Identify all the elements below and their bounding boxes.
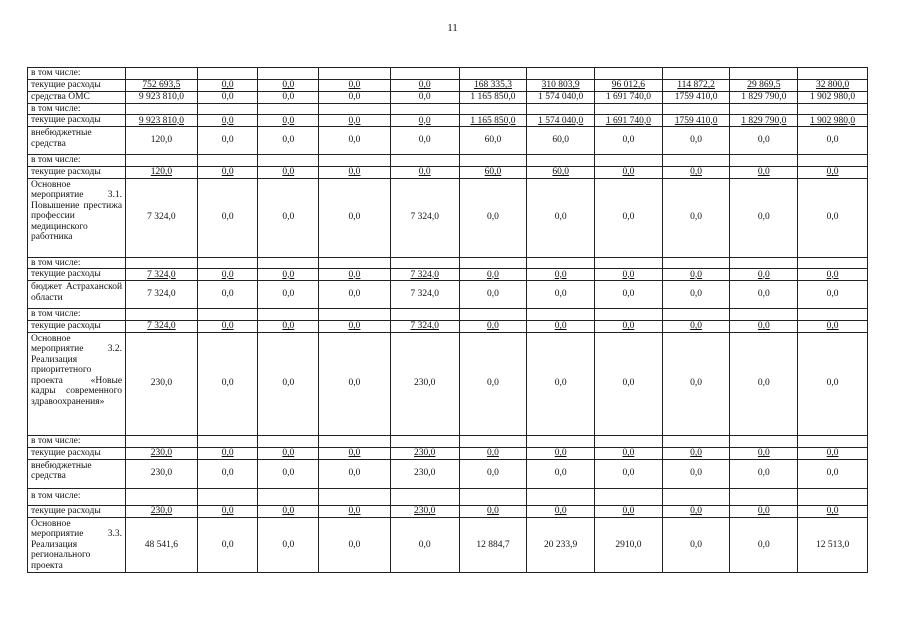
row-label: внебюджетные средства xyxy=(28,459,126,488)
value-cell: 0,0 xyxy=(798,269,868,281)
row-label: в том числе: xyxy=(28,435,126,447)
value-cell: 0,0 xyxy=(258,269,319,281)
value-cell xyxy=(527,435,595,447)
row-label: средства ОМС xyxy=(28,91,126,103)
value-cell: 0,0 xyxy=(798,459,868,488)
value-cell: 0,0 xyxy=(319,91,391,103)
value-cell: 7 324,0 xyxy=(390,320,459,332)
value-cell: 7 324,0 xyxy=(390,269,459,281)
value-cell: 0,0 xyxy=(319,269,391,281)
value-cell: 0,0 xyxy=(730,447,798,459)
value-cell: 60,0 xyxy=(459,166,527,178)
value-cell xyxy=(390,488,459,505)
value-cell: 0,0 xyxy=(662,269,730,281)
budget-table-body xyxy=(28,68,868,573)
value-cell xyxy=(126,155,198,167)
budget-table xyxy=(27,67,868,573)
value-cell: 1 165 850,0 xyxy=(459,91,527,103)
value-cell: 0,0 xyxy=(258,115,319,127)
value-cell: 0,0 xyxy=(258,447,319,459)
value-cell xyxy=(197,488,258,505)
value-cell xyxy=(798,488,868,505)
value-cell: 0,0 xyxy=(798,178,868,257)
value-cell xyxy=(798,68,868,80)
value-cell xyxy=(126,488,198,505)
value-cell: 0,0 xyxy=(798,332,868,435)
value-cell xyxy=(258,435,319,447)
value-cell: 0,0 xyxy=(390,91,459,103)
value-cell: 0,0 xyxy=(459,269,527,281)
value-cell xyxy=(662,309,730,321)
value-cell: 0,0 xyxy=(319,281,391,309)
value-cell xyxy=(197,435,258,447)
value-cell: 0,0 xyxy=(595,178,663,257)
value-cell: 0,0 xyxy=(197,332,258,435)
value-cell: 0,0 xyxy=(258,79,319,91)
value-cell: 0,0 xyxy=(595,447,663,459)
value-cell: 0,0 xyxy=(319,320,391,332)
value-cell: 230,0 xyxy=(126,505,198,517)
value-cell: 0,0 xyxy=(730,178,798,257)
value-cell xyxy=(662,68,730,80)
row-label: текущие расходы xyxy=(28,320,126,332)
row-label: внебюджетные средства xyxy=(28,127,126,155)
value-cell: 1 902 980,0 xyxy=(798,115,868,127)
value-cell xyxy=(319,103,391,115)
value-cell xyxy=(197,309,258,321)
table-row xyxy=(28,281,868,309)
table-row xyxy=(28,115,868,127)
value-cell xyxy=(527,155,595,167)
value-cell: 0,0 xyxy=(662,127,730,155)
value-cell: 1 165 850,0 xyxy=(459,115,527,127)
value-cell xyxy=(197,257,258,269)
value-cell: 0,0 xyxy=(319,166,391,178)
value-cell: 0,0 xyxy=(197,127,258,155)
row-label: Основное мероприятие 3.3. Реализация регионального проекта xyxy=(28,517,126,573)
value-cell: 230,0 xyxy=(126,447,198,459)
value-cell: 9 923 810,0 xyxy=(126,91,198,103)
value-cell xyxy=(319,309,391,321)
value-cell: 0,0 xyxy=(730,320,798,332)
value-cell: 0,0 xyxy=(730,332,798,435)
value-cell: 0,0 xyxy=(595,332,663,435)
value-cell: 0,0 xyxy=(730,269,798,281)
value-cell: 230,0 xyxy=(390,459,459,488)
value-cell xyxy=(459,309,527,321)
value-cell: 230,0 xyxy=(390,332,459,435)
value-cell xyxy=(730,257,798,269)
value-cell: 0,0 xyxy=(798,127,868,155)
value-cell: 310 803,9 xyxy=(527,79,595,91)
row-label: текущие расходы xyxy=(28,115,126,127)
value-cell xyxy=(798,309,868,321)
value-cell: 0,0 xyxy=(390,79,459,91)
value-cell xyxy=(258,488,319,505)
value-cell: 60,0 xyxy=(459,127,527,155)
value-cell: 0,0 xyxy=(459,320,527,332)
value-cell: 0,0 xyxy=(527,269,595,281)
value-cell: 0,0 xyxy=(197,115,258,127)
table-row xyxy=(28,332,868,435)
value-cell: 0,0 xyxy=(459,505,527,517)
value-cell xyxy=(798,257,868,269)
value-cell: 0,0 xyxy=(527,505,595,517)
row-label: в том числе: xyxy=(28,68,126,80)
value-cell xyxy=(662,435,730,447)
value-cell: 0,0 xyxy=(319,447,391,459)
row-label: текущие расходы xyxy=(28,505,126,517)
value-cell xyxy=(126,103,198,115)
value-cell: 0,0 xyxy=(595,320,663,332)
value-cell: 0,0 xyxy=(595,281,663,309)
table-row xyxy=(28,91,868,103)
value-cell: 0,0 xyxy=(319,517,391,573)
value-cell xyxy=(319,488,391,505)
value-cell xyxy=(662,103,730,115)
value-cell: 0,0 xyxy=(662,459,730,488)
table-row xyxy=(28,79,868,91)
value-cell: 168 335,3 xyxy=(459,79,527,91)
value-cell: 0,0 xyxy=(197,91,258,103)
value-cell: 0,0 xyxy=(595,269,663,281)
value-cell xyxy=(459,155,527,167)
value-cell xyxy=(459,103,527,115)
row-label: бюджет Астраханской области xyxy=(28,281,126,309)
value-cell: 0,0 xyxy=(390,115,459,127)
value-cell: 0,0 xyxy=(595,459,663,488)
value-cell: 0,0 xyxy=(258,320,319,332)
value-cell xyxy=(258,103,319,115)
value-cell: 0,0 xyxy=(390,127,459,155)
value-cell xyxy=(595,155,663,167)
value-cell: 1 691 740,0 xyxy=(595,91,663,103)
value-cell: 1 902 980,0 xyxy=(798,91,868,103)
value-cell: 0,0 xyxy=(662,178,730,257)
value-cell: 0,0 xyxy=(730,505,798,517)
table-row xyxy=(28,127,868,155)
value-cell: 1 574 040,0 xyxy=(527,115,595,127)
value-cell xyxy=(319,68,391,80)
value-cell xyxy=(730,155,798,167)
value-cell: 0,0 xyxy=(319,459,391,488)
table-row xyxy=(28,155,868,167)
value-cell xyxy=(595,488,663,505)
value-cell xyxy=(126,435,198,447)
value-cell xyxy=(730,103,798,115)
value-cell: 0,0 xyxy=(459,281,527,309)
value-cell: 7 324,0 xyxy=(126,269,198,281)
value-cell xyxy=(319,435,391,447)
value-cell xyxy=(730,309,798,321)
value-cell: 0,0 xyxy=(527,459,595,488)
value-cell: 230,0 xyxy=(126,332,198,435)
value-cell: 0,0 xyxy=(527,320,595,332)
row-label: в том числе: xyxy=(28,155,126,167)
value-cell xyxy=(390,68,459,80)
value-cell xyxy=(390,257,459,269)
value-cell: 1 574 040,0 xyxy=(527,91,595,103)
value-cell: 12 513,0 xyxy=(798,517,868,573)
value-cell: 0,0 xyxy=(662,517,730,573)
table-row xyxy=(28,517,868,573)
row-label: в том числе: xyxy=(28,103,126,115)
value-cell xyxy=(459,68,527,80)
value-cell: 0,0 xyxy=(595,127,663,155)
value-cell: 96 012,6 xyxy=(595,79,663,91)
value-cell: 0,0 xyxy=(662,166,730,178)
value-cell xyxy=(258,257,319,269)
value-cell: 0,0 xyxy=(730,281,798,309)
value-cell: 0,0 xyxy=(730,166,798,178)
value-cell: 0,0 xyxy=(197,269,258,281)
value-cell: 0,0 xyxy=(319,127,391,155)
value-cell xyxy=(319,257,391,269)
value-cell: 9 923 810,0 xyxy=(126,115,198,127)
value-cell xyxy=(662,155,730,167)
value-cell: 0,0 xyxy=(459,447,527,459)
value-cell: 1759 410,0 xyxy=(662,115,730,127)
value-cell: 0,0 xyxy=(197,320,258,332)
value-cell: 0,0 xyxy=(197,517,258,573)
value-cell: 230,0 xyxy=(390,505,459,517)
value-cell: 0,0 xyxy=(197,281,258,309)
value-cell xyxy=(730,435,798,447)
value-cell: 0,0 xyxy=(197,505,258,517)
value-cell xyxy=(126,257,198,269)
table-row xyxy=(28,435,868,447)
row-label: Основное мероприятие 3.1. Повышение престижа профессии медицинского работника xyxy=(28,178,126,257)
value-cell: 752 693,5 xyxy=(126,79,198,91)
value-cell: 0,0 xyxy=(730,517,798,573)
value-cell: 0,0 xyxy=(798,166,868,178)
value-cell: 0,0 xyxy=(258,127,319,155)
value-cell xyxy=(459,257,527,269)
value-cell: 0,0 xyxy=(662,281,730,309)
value-cell xyxy=(798,435,868,447)
value-cell xyxy=(197,103,258,115)
value-cell: 0,0 xyxy=(527,178,595,257)
value-cell: 0,0 xyxy=(319,79,391,91)
value-cell xyxy=(527,257,595,269)
value-cell xyxy=(798,103,868,115)
value-cell: 0,0 xyxy=(798,281,868,309)
value-cell: 0,0 xyxy=(319,178,391,257)
table-row xyxy=(28,178,868,257)
value-cell xyxy=(258,309,319,321)
value-cell: 60,0 xyxy=(527,127,595,155)
value-cell xyxy=(730,68,798,80)
value-cell: 0,0 xyxy=(459,178,527,257)
row-label: в том числе: xyxy=(28,488,126,505)
value-cell: 230,0 xyxy=(390,447,459,459)
value-cell: 1 829 790,0 xyxy=(730,91,798,103)
value-cell: 0,0 xyxy=(595,505,663,517)
value-cell: 0,0 xyxy=(197,459,258,488)
value-cell: 0,0 xyxy=(197,166,258,178)
value-cell xyxy=(527,309,595,321)
value-cell: 0,0 xyxy=(459,332,527,435)
value-cell: 0,0 xyxy=(662,320,730,332)
value-cell: 0,0 xyxy=(595,166,663,178)
value-cell xyxy=(595,68,663,80)
value-cell: 1759 410,0 xyxy=(662,91,730,103)
value-cell xyxy=(595,103,663,115)
value-cell: 0,0 xyxy=(459,459,527,488)
value-cell: 0,0 xyxy=(258,517,319,573)
value-cell: 0,0 xyxy=(730,127,798,155)
value-cell: 0,0 xyxy=(197,178,258,257)
value-cell xyxy=(197,68,258,80)
value-cell: 0,0 xyxy=(390,166,459,178)
table-row xyxy=(28,505,868,517)
value-cell: 29 869,5 xyxy=(730,79,798,91)
value-cell: 0,0 xyxy=(798,447,868,459)
value-cell: 0,0 xyxy=(390,517,459,573)
value-cell: 0,0 xyxy=(258,459,319,488)
row-label: текущие расходы xyxy=(28,269,126,281)
value-cell xyxy=(319,155,391,167)
value-cell: 0,0 xyxy=(662,505,730,517)
value-cell xyxy=(126,68,198,80)
value-cell xyxy=(595,435,663,447)
value-cell: 0,0 xyxy=(798,505,868,517)
value-cell: 0,0 xyxy=(197,447,258,459)
value-cell: 20 233,9 xyxy=(527,517,595,573)
value-cell: 12 884,7 xyxy=(459,517,527,573)
table-row xyxy=(28,488,868,505)
table-row xyxy=(28,269,868,281)
table-row xyxy=(28,447,868,459)
value-cell xyxy=(527,68,595,80)
value-cell xyxy=(459,435,527,447)
value-cell: 7 324,0 xyxy=(126,320,198,332)
row-label: Основное мероприятие 3.2. Реализация приоритетного проекта «Новые кадры современного здравоохранения» xyxy=(28,332,126,435)
value-cell: 1 691 740,0 xyxy=(595,115,663,127)
value-cell: 120,0 xyxy=(126,127,198,155)
value-cell xyxy=(595,309,663,321)
value-cell: 0,0 xyxy=(662,447,730,459)
value-cell xyxy=(390,435,459,447)
value-cell xyxy=(527,488,595,505)
row-label: текущие расходы xyxy=(28,447,126,459)
value-cell xyxy=(258,155,319,167)
value-cell xyxy=(662,257,730,269)
value-cell: 0,0 xyxy=(258,505,319,517)
value-cell: 0,0 xyxy=(527,281,595,309)
table-row xyxy=(28,257,868,269)
value-cell xyxy=(459,488,527,505)
page-number: 11 xyxy=(447,22,458,34)
row-label: в том числе: xyxy=(28,309,126,321)
table-row xyxy=(28,166,868,178)
value-cell: 114 872,2 xyxy=(662,79,730,91)
value-cell xyxy=(730,488,798,505)
value-cell: 120,0 xyxy=(126,166,198,178)
table-row xyxy=(28,459,868,488)
value-cell xyxy=(258,68,319,80)
value-cell: 0,0 xyxy=(319,505,391,517)
value-cell xyxy=(662,488,730,505)
value-cell: 7 324,0 xyxy=(390,281,459,309)
value-cell xyxy=(595,257,663,269)
value-cell: 48 541,6 xyxy=(126,517,198,573)
value-cell: 1 829 790,0 xyxy=(730,115,798,127)
value-cell: 0,0 xyxy=(258,332,319,435)
row-label: текущие расходы xyxy=(28,79,126,91)
value-cell: 32 800,0 xyxy=(798,79,868,91)
value-cell xyxy=(798,155,868,167)
table-row xyxy=(28,103,868,115)
value-cell xyxy=(527,103,595,115)
value-cell: 7 324,0 xyxy=(126,281,198,309)
value-cell: 0,0 xyxy=(258,178,319,257)
value-cell: 0,0 xyxy=(258,91,319,103)
value-cell xyxy=(126,309,198,321)
value-cell: 7 324,0 xyxy=(126,178,198,257)
table-row xyxy=(28,309,868,321)
value-cell: 0,0 xyxy=(730,459,798,488)
value-cell xyxy=(390,155,459,167)
row-label: в том числе: xyxy=(28,257,126,269)
value-cell: 0,0 xyxy=(197,79,258,91)
row-label: текущие расходы xyxy=(28,166,126,178)
value-cell: 0,0 xyxy=(527,332,595,435)
value-cell: 0,0 xyxy=(258,166,319,178)
table-row xyxy=(28,68,868,80)
value-cell: 0,0 xyxy=(527,447,595,459)
value-cell: 0,0 xyxy=(662,332,730,435)
value-cell xyxy=(390,309,459,321)
value-cell: 0,0 xyxy=(319,115,391,127)
value-cell xyxy=(197,155,258,167)
value-cell: 7 324,0 xyxy=(390,178,459,257)
value-cell xyxy=(390,103,459,115)
value-cell: 0,0 xyxy=(258,281,319,309)
value-cell: 230,0 xyxy=(126,459,198,488)
value-cell: 0,0 xyxy=(319,332,391,435)
value-cell: 2910,0 xyxy=(595,517,663,573)
table-row xyxy=(28,320,868,332)
value-cell: 60,0 xyxy=(527,166,595,178)
value-cell: 0,0 xyxy=(798,320,868,332)
